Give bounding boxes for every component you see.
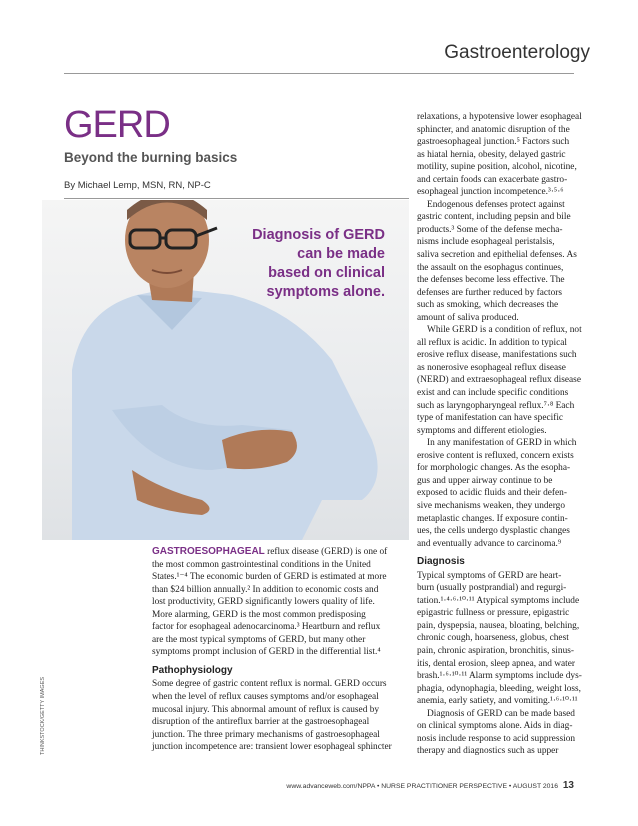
- text-line: symptoms prompt inclusion of GERD in the differential list.⁴: [152, 647, 381, 658]
- section-title: Gastroenterology: [444, 42, 590, 63]
- text-line: Diagnosis of GERD can be made based: [427, 708, 575, 719]
- text-line: the defenses become less effective. The: [417, 275, 565, 286]
- left-column: [152, 546, 409, 754]
- text-line: tation.¹·⁴·⁶·¹⁰·¹¹ Atypical symptoms include: [417, 595, 580, 606]
- text-line: Typical symptoms of GERD are heart-: [417, 570, 562, 581]
- pull-quote: [245, 226, 385, 302]
- text-line: erosive content is refluxed, concern exists: [417, 450, 574, 461]
- text-line: saliva secretion and epithelial defenses. As: [417, 250, 577, 261]
- text-line: therapy and diagnostics such as upper: [417, 746, 559, 757]
- text-line: pain, chronic aspiration, bronchitis, sinus-: [417, 645, 574, 656]
- text-line: when the level of reflux causes symptoms and/or esophageal: [152, 692, 379, 703]
- text-line: More alarming, GERD is the most common predisposing: [152, 609, 366, 620]
- text-line: relaxations, a hypotensive lower esophageal: [417, 112, 582, 122]
- text-line: motility, supine position, alcohol, nicotine,: [417, 162, 577, 173]
- text-line: for morphologic changes. As the esopha-: [417, 463, 571, 474]
- text-line: junction incompetence are: transient lower esophageal sphincter: [152, 742, 392, 753]
- text-line: such as smoking, which decreases the: [417, 300, 559, 311]
- text-line: mucosal injury. This abnormal amount of reflux is caused by: [152, 704, 380, 715]
- text-line: phagia, odynophagia, bleeding, weight loss,: [417, 683, 582, 694]
- byline-rule: [64, 198, 409, 199]
- text-line: on clinical symptoms alone. Aids in diag-: [417, 721, 573, 732]
- text-line: than $24 billion annually.² In addition to economic costs and: [152, 584, 379, 595]
- text-line: the most common gastrointestinal conditions in the United: [152, 559, 371, 570]
- text-line: anemia, early satiety, and vomiting.¹·⁶·¹⁰·¹¹: [417, 696, 578, 707]
- page-number: 13: [562, 780, 574, 791]
- text-line: the assault on the esophagus continues,: [417, 262, 564, 273]
- lead-word: GASTROESOPHAGEAL: [152, 546, 265, 557]
- text-line: exposed to acidic fluids and their defen-: [417, 488, 567, 499]
- text-line: and eventually advance to carcinoma.⁹: [417, 538, 562, 549]
- pull-quote-line: can be made: [297, 246, 385, 262]
- section-heading: Diagnosis: [417, 556, 465, 568]
- text-line: gastric content, including pepsin and bile: [417, 212, 571, 223]
- text-line: In any manifestation of GERD in which: [427, 438, 577, 449]
- text-line: burn (usually postprandial) and regurgi-: [417, 583, 567, 594]
- text-line: junction. The three primary mechanisms of gastroesophageal: [152, 729, 380, 740]
- text-line: gus and upper airway continue to be: [417, 475, 553, 486]
- pull-quote-line: symptoms alone.: [266, 284, 385, 300]
- text-line: gastroesophageal junction.⁵ Factors such: [417, 137, 570, 148]
- text-line: metaplastic changes. If exposure contin-: [417, 513, 568, 524]
- text-line: nosis include response to acid suppression: [417, 733, 576, 744]
- text-line: brash.¹·⁶·¹⁰·¹¹ Alarm symptoms include dys-: [417, 671, 582, 682]
- text-line: such as laryngopharyngeal reflux.⁷·⁸ Each: [417, 400, 575, 411]
- section-heading: Pathophysiology: [152, 664, 233, 676]
- text-line: esophageal junction incompetence.³·⁵·⁶: [417, 187, 564, 198]
- text-line: defenses are further reduced by factors: [417, 287, 563, 298]
- text-line: exist and can include specific conditions: [417, 388, 569, 399]
- text-line: as hiatal hernia, obesity, delayed gastric: [417, 149, 566, 160]
- right-column: [417, 111, 582, 758]
- article-title: GERD: [64, 104, 170, 146]
- footer-text: www.advanceweb.com/NPPA • NURSE PRACTITIONER PERSPECTIVE • AUGUST 2016: [286, 783, 558, 790]
- text-line: States.¹⁻⁴ The economic burden of GERD is estimated at more: [152, 572, 387, 583]
- text-line: epigastric fullness or pressure, epigastric: [417, 608, 570, 619]
- text-line: amount of saliva produced.: [417, 312, 519, 323]
- text-line: sphincter, and anatomic disruption of the: [417, 124, 570, 135]
- text-line: nisms include esophageal peristalsis,: [417, 237, 555, 248]
- photo-credit: THINKSTOCK/GETTY IMAGES: [40, 676, 46, 755]
- text-line: sive mechanisms weaken, they undergo: [417, 500, 565, 511]
- text-line: [152, 546, 409, 559]
- header-rule: [64, 73, 574, 74]
- text-line: products.³ Some of the defense mecha-: [417, 224, 563, 235]
- article-subtitle: Beyond the burning basics: [64, 150, 238, 165]
- text-line: type of manifestation can have specific: [417, 413, 564, 424]
- text-line: (NERD) and extraesophageal reflux disease: [417, 375, 581, 386]
- text-line: chronic cough, hoarseness, globus, chest: [417, 633, 569, 644]
- text-line: lost productivity, GERD significantly lowers quality of life.: [152, 597, 375, 608]
- pull-quote-line: Diagnosis of GERD: [252, 227, 385, 243]
- article-byline: By Michael Lemp, MSN, RN, NP-C: [64, 180, 211, 191]
- text-line: erosive reflux disease, manifestations such: [417, 350, 577, 361]
- text-line: factor for esophageal adenocarcinoma.³ Heartburn and reflux: [152, 622, 381, 633]
- text-line: ues, the cells undergo dysplastic changes: [417, 526, 570, 537]
- pull-quote-line: based on clinical: [268, 265, 385, 281]
- text-line: all reflux is acidic. In addition to typical: [417, 337, 567, 348]
- page-footer: [286, 780, 574, 791]
- text-line: itis, dental erosion, sleep apnea, and water: [417, 658, 576, 669]
- text-line: While GERD is a condition of reflux, not: [427, 325, 582, 336]
- text-line: as nonerosive esophageal reflux disease: [417, 362, 566, 373]
- text-fragment: reflux disease (GERD) is one of: [264, 547, 388, 557]
- text-line: symptoms and different etiologies.: [417, 425, 547, 436]
- text-line: Endogenous defenses protect against: [427, 199, 565, 210]
- text-line: disruption of the antireflux barrier at the gastroesophageal: [152, 717, 370, 728]
- text-line: are the most typical symptoms of GERD, but many other: [152, 634, 366, 645]
- text-line: and certain foods can exacerbate gastro-: [417, 174, 568, 185]
- text-line: Some degree of gastric content reflux is normal. GERD occurs: [152, 679, 387, 690]
- text-line: pain, dyspepsia, nausea, bloating, belching,: [417, 620, 580, 631]
